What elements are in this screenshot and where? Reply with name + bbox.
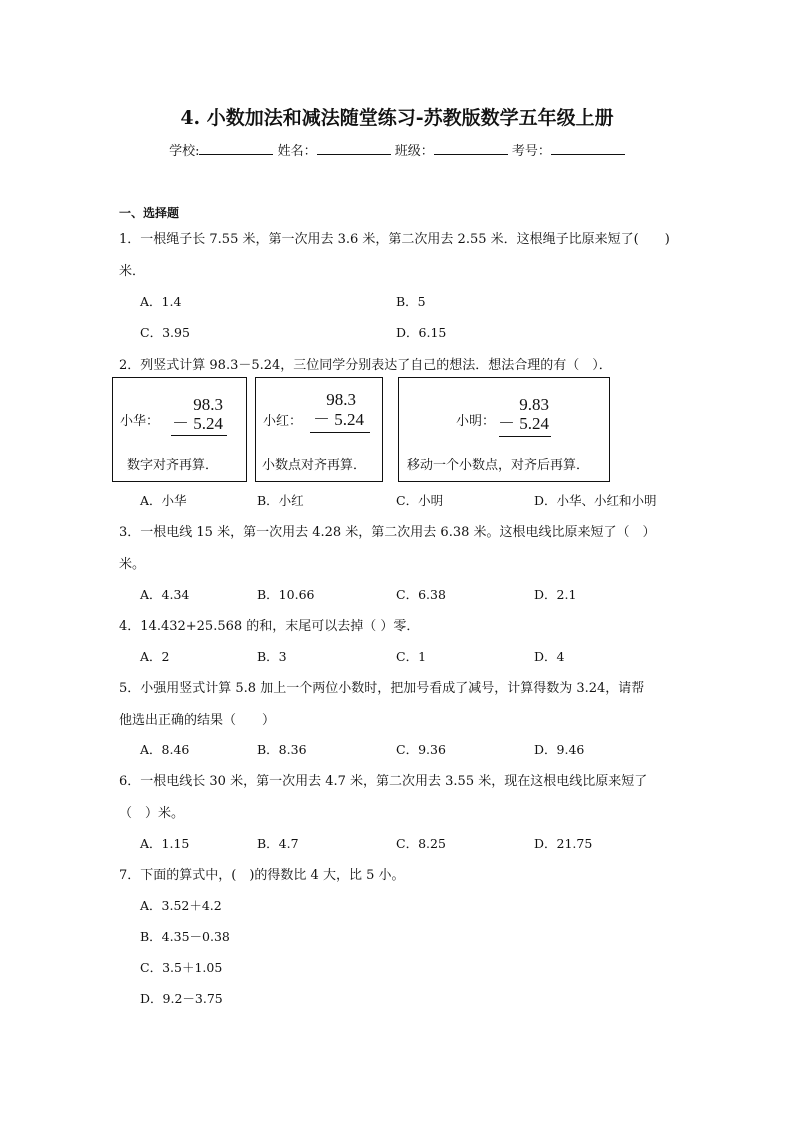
xiaohong-caption: 小数点对齐再算． [262, 458, 367, 473]
xiaohong-underline [310, 432, 370, 433]
xiaoming-bottom-number: － 5.24 [498, 414, 549, 433]
q4-option-c: C．1 [396, 649, 427, 664]
q4-option-b: B．3 [257, 649, 287, 664]
xiaoming-underline [499, 436, 551, 437]
method-box-xiaohong [255, 377, 383, 482]
q5-option-b: B．8.36 [257, 742, 307, 757]
q5-option-c: C．9.36 [396, 742, 446, 757]
question-5-line-2: 他选出正确的结果（ ） [119, 713, 276, 728]
q7-option-c: C．3.5＋1.05 [140, 960, 223, 975]
xiaohua-label: 小华： [120, 414, 160, 429]
q1-option-d: D．6.15 [396, 325, 447, 340]
q2-option-d: D．小华、小红和小明 [534, 493, 657, 508]
q7-option-a: A．3.52＋4.2 [140, 898, 222, 913]
question-3-line-2: 米。 [119, 557, 146, 572]
question-6-line-1: 6．一根电线长 30 米，第一次用去 4.7 米，第二次用去 3.55 米，现在这根电线比原来短了 [119, 774, 648, 789]
xiaoming-caption: 移动一个小数点，对齐后再算． [407, 458, 590, 473]
xiaoming-top-number: 9.83 [519, 395, 549, 414]
method-box-xiaoming [398, 377, 610, 482]
method-box-xiaohua [112, 377, 247, 482]
name-label: 姓名： [277, 144, 317, 159]
q7-option-d: D．9.2－3.75 [140, 991, 223, 1006]
page-title: 4. 小数加法和减法随堂练习-苏教版数学五年级上册 [180, 107, 614, 129]
class-blank [434, 141, 508, 155]
xiaohua-bottom-number: － 5.24 [172, 414, 223, 433]
q1-option-c: C．3.95 [140, 325, 190, 340]
section-heading: 一、选择题 [119, 206, 180, 220]
q3-option-a: A．4.34 [140, 587, 190, 602]
student-info-line [0, 140, 794, 159]
exam-no-blank [551, 141, 625, 155]
question-1-line-2: 米． [119, 264, 146, 279]
q4-option-a: A．2 [140, 649, 170, 664]
q3-option-c: C．6.38 [396, 587, 446, 602]
q2-option-c: C．小明 [396, 493, 444, 508]
q2-option-b: B．小红 [257, 493, 304, 508]
q1-option-a: A．1.4 [140, 294, 182, 309]
name-blank [317, 141, 391, 155]
q3-option-d: D．2.1 [534, 587, 577, 602]
q5-option-d: D．9.46 [534, 742, 585, 757]
q4-option-d: D．4 [534, 649, 565, 664]
xiaohua-underline [171, 435, 227, 436]
school-blank [199, 141, 273, 155]
q6-option-d: D．21.75 [534, 836, 593, 851]
xiaohua-top-number: 98.3 [193, 395, 223, 414]
q5-option-a: A．8.46 [140, 742, 190, 757]
question-2-text: 2．列竖式计算 98.3－5.24，三位同学分别表达了自己的想法．想法合理的有（ ）． [119, 358, 612, 373]
exam-no-label: 考号： [511, 144, 551, 159]
school-label: 学校: [169, 144, 200, 159]
question-6-line-2: （ ）米。 [119, 806, 185, 821]
q6-option-a: A．1.15 [140, 836, 190, 851]
xiaoming-label: 小明： [456, 414, 496, 429]
xiaohong-top-number: 98.3 [326, 390, 356, 409]
xiaohong-bottom-number: － 5.24 [313, 410, 364, 429]
q7-option-b: B．4.35－0.38 [140, 929, 230, 944]
xiaohong-label: 小红： [263, 414, 303, 429]
question-7-text: 7．下面的算式中，( )的得数比 4 大，比 5 小。 [119, 868, 405, 883]
class-label: 班级： [394, 144, 434, 159]
xiaohua-caption: 数字对齐再算． [127, 458, 219, 473]
question-5-line-1: 5．小强用竖式计算 5.8 加上一个两位小数时，把加号看成了减号，计算得数为 3.24，请帮 [119, 681, 645, 696]
question-4-text: 4．14.432+25.568 的和，末尾可以去掉（ ）零． [119, 619, 420, 634]
q6-option-b: B．4.7 [257, 836, 299, 851]
question-3-line-1: 3．一根电线 15 米，第一次用去 4.28 米，第二次用去 6.38 米。这根电线比原来短了（ ） [119, 525, 656, 540]
q2-option-a: A．小华 [140, 493, 187, 508]
q6-option-c: C．8.25 [396, 836, 446, 851]
q3-option-b: B．10.66 [257, 587, 315, 602]
question-1-line-1: 1．一根绳子长 7.55 米，第一次用去 3.6 米，第二次用去 2.55 米．这根绳子比原来短了( ) [119, 232, 670, 247]
q1-option-b: B．5 [396, 294, 426, 309]
